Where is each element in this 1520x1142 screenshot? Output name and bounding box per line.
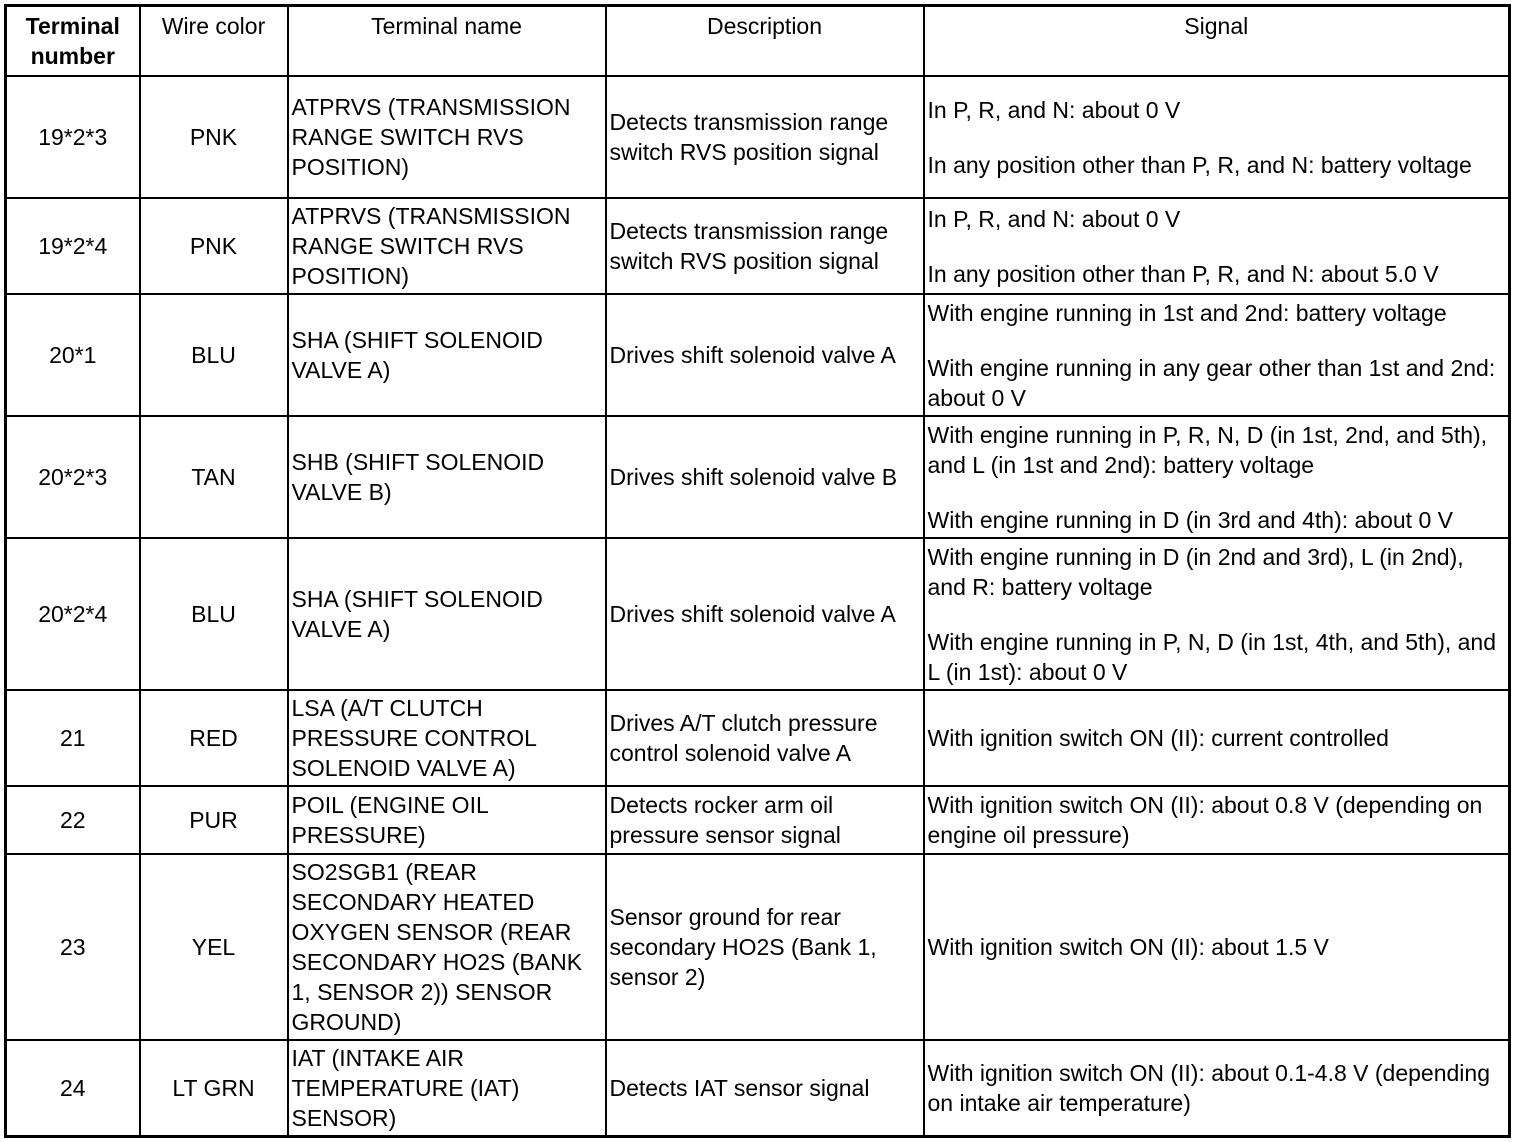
terminal-number-cell: 19*2*4 [6, 198, 140, 294]
header-wire-color: Wire color [140, 6, 288, 77]
signal-line: In P, R, and N: about 0 V [927, 205, 1181, 232]
terminal-number-cell: 20*2*3 [6, 416, 140, 538]
wire-color-cell: YEL [140, 854, 288, 1040]
table-row [6, 538, 1510, 690]
wire-color-cell: LT GRN [140, 1040, 288, 1136]
terminal-table [4, 4, 1511, 1138]
wire-color-cell: RED [140, 690, 288, 786]
table-row [6, 690, 1510, 786]
header-description: Description [606, 6, 924, 77]
table-row [6, 198, 1510, 294]
signal-line: With engine running in any gear other than 1st and 2nd: about 0 V [927, 354, 1496, 411]
signal-line: In any position other than P, R, and N: battery voltage [927, 151, 1472, 178]
signal-line: In any position other than P, R, and N: about 5.0 V [927, 260, 1439, 287]
terminal-name-cell: SO2SGB1 (REAR SECONDARY HEATED OXYGEN SENSOR (REAR SECONDARY HO2S (BANK 1, SENSOR 2)) SENSOR GROUND) [288, 854, 606, 1040]
header-row [6, 6, 1510, 77]
header-terminal-name: Terminal name [288, 6, 606, 77]
table-row [6, 786, 1510, 854]
wire-color-cell: BLU [140, 294, 288, 416]
wire-color-cell: TAN [140, 416, 288, 538]
description-cell: Detects IAT sensor signal [606, 1040, 924, 1136]
signal-line: With engine running in P, N, D (in 1st, 4th, and 5th), and L (in 1st): about 0 V [927, 628, 1497, 685]
terminal-name-cell: IAT (INTAKE AIR TEMPERATURE (IAT) SENSOR) [288, 1040, 606, 1136]
wire-color-cell: BLU [140, 538, 288, 690]
terminal-number-cell: 20*2*4 [6, 538, 140, 690]
terminal-number-cell: 23 [6, 854, 140, 1040]
signal-line: With engine running in P, R, N, D (in 1st, 2nd, and 5th), and L (in 1st and 2nd): battery voltage [927, 421, 1488, 478]
header-terminal-number: Terminal number [6, 6, 140, 77]
description-cell: Drives A/T clutch pressure control solenoid valve A [606, 690, 924, 786]
table-row [6, 854, 1510, 1040]
table-row [6, 76, 1510, 198]
signal-cell [924, 690, 1510, 786]
description-cell: Detects transmission range switch RVS position signal [606, 198, 924, 294]
signal-line: With ignition switch ON (II): current controlled [927, 725, 1389, 751]
description-cell: Sensor ground for rear secondary HO2S (Bank 1, sensor 2) [606, 854, 924, 1040]
wire-color-cell: PNK [140, 76, 288, 198]
signal-cell [924, 538, 1510, 690]
description-cell: Detects rocker arm oil pressure sensor signal [606, 786, 924, 854]
signal-line: With ignition switch ON (II): about 1.5 V [927, 934, 1329, 960]
terminal-number-cell: 19*2*3 [6, 76, 140, 198]
table-row [6, 1040, 1510, 1136]
terminal-number-cell: 22 [6, 786, 140, 854]
terminal-name-cell: SHB (SHIFT SOLENOID VALVE B) [288, 416, 606, 538]
signal-cell [924, 1040, 1510, 1136]
signal-line: In P, R, and N: about 0 V [927, 96, 1181, 123]
signal-cell [924, 786, 1510, 854]
wire-color-cell: PNK [140, 198, 288, 294]
signal-line: With engine running in 1st and 2nd: battery voltage [927, 299, 1447, 326]
terminal-name-cell: SHA (SHIFT SOLENOID VALVE A) [288, 294, 606, 416]
terminal-name-cell: SHA (SHIFT SOLENOID VALVE A) [288, 538, 606, 690]
signal-line: With ignition switch ON (II): about 0.8 V (depending on engine oil pressure) [927, 792, 1483, 848]
header-signal: Signal [924, 6, 1510, 77]
description-cell: Drives shift solenoid valve B [606, 416, 924, 538]
table-row [6, 294, 1510, 416]
terminal-name-cell: ATPRVS (TRANSMISSION RANGE SWITCH RVS POSITION) [288, 76, 606, 198]
terminal-number-cell: 24 [6, 1040, 140, 1136]
signal-line: With engine running in D (in 2nd and 3rd), L (in 2nd), and R: battery voltage [927, 543, 1464, 600]
description-cell: Detects transmission range switch RVS position signal [606, 76, 924, 198]
table-row [6, 416, 1510, 538]
signal-line: With ignition switch ON (II): about 0.1-4.8 V (depending on intake air temperature) [927, 1059, 1491, 1116]
terminal-number-cell: 21 [6, 690, 140, 786]
signal-line: With engine running in D (in 3rd and 4th): about 0 V [927, 506, 1453, 533]
wire-color-cell: PUR [140, 786, 288, 854]
description-cell: Drives shift solenoid valve A [606, 538, 924, 690]
description-cell: Drives shift solenoid valve A [606, 294, 924, 416]
terminal-name-cell: ATPRVS (TRANSMISSION RANGE SWITCH RVS POSITION) [288, 198, 606, 294]
terminal-name-cell: LSA (A/T CLUTCH PRESSURE CONTROL SOLENOID VALVE A) [288, 690, 606, 786]
signal-cell [924, 854, 1510, 1040]
terminal-name-cell: POIL (ENGINE OIL PRESSURE) [288, 786, 606, 854]
terminal-number-cell: 20*1 [6, 294, 140, 416]
table-body [6, 76, 1510, 1136]
signal-cell [924, 198, 1510, 294]
signal-cell [924, 294, 1510, 416]
signal-cell [924, 76, 1510, 198]
signal-cell [924, 416, 1510, 538]
